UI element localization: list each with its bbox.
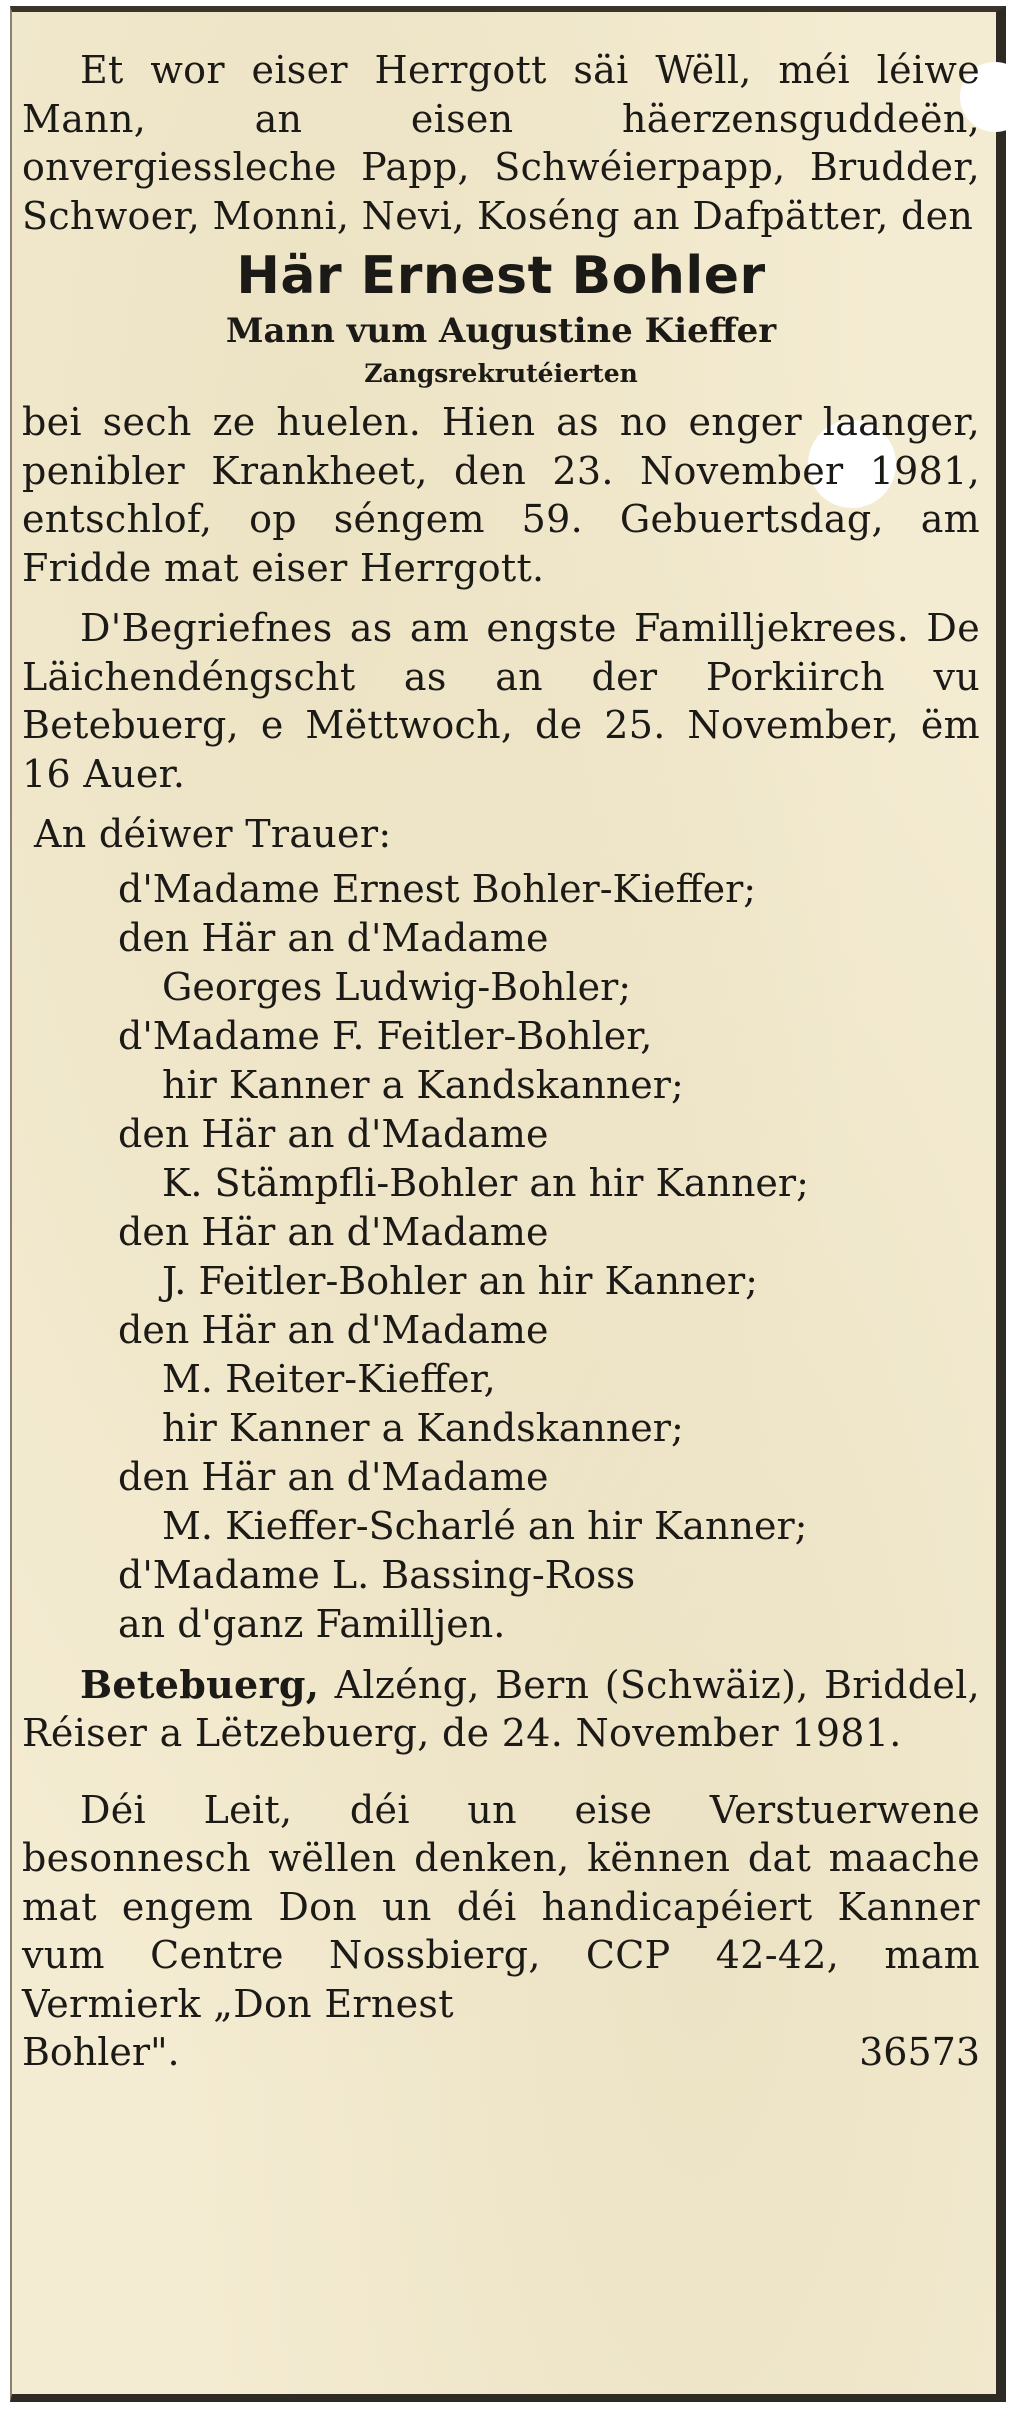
obituary-notice [22,46,980,2076]
place-date-paragraph [22,1661,980,1758]
mourning-intro: An déiwer Trauer: [34,812,392,856]
mourner-line: M. Kieffer-Scharlé an hir Kanner; [162,1503,808,1548]
closing-row [22,2028,980,2076]
mourner-line: den Här an d'Madame [118,915,549,960]
rank-line: Zangsrekrutéierten [364,359,638,388]
spouse-line: Mann vum Augustine Kieffer [225,311,777,351]
mourner-line: an d'ganz Familljen. [118,1601,506,1646]
place-name: Betebuerg, [80,1661,320,1707]
funeral-paragraph: D'Begriefnes as am engste Familljekrees. De Läichendéngscht as an der Porkiirch vu Betebuerg, e Mëttwoch, de 25. November, ëm 16 Auer. [22,606,980,796]
reference-number: 36573 [859,2030,980,2074]
mourner-line: den Här an d'Madame [118,1307,549,1352]
mourner-line: hir Kanner a Kandskanner; [162,1405,684,1450]
deceased-name: Här Ernest Bohler [236,246,766,306]
mourner-line: d'Madame Ernest Bohler-Kieffer; [118,866,757,911]
donation-paragraph: Déi Leit, déi un eise Verstuerwene besonnesch wëllen denken, kënnen dat maache mat engem Don un déi handicapéiert Kanner vum Centre Nossbierg, CCP 42-42, mam Vermierk „Don Ernest [22,1787,980,2026]
mourner-line: den Här an d'Madame [118,1209,549,1254]
mourner-line: M. Reiter-Kieffer, [162,1356,496,1401]
mourner-line: Georges Ludwig-Bohler; [162,964,632,1009]
mourner-line: den Här an d'Madame [118,1454,549,1499]
mourner-line: d'Madame F. Feitler-Bohler, [118,1013,653,1058]
mourner-line: J. Feitler-Bohler an hir Kanner; [162,1258,758,1303]
mourner-line: hir Kanner a Kandskanner; [162,1062,684,1107]
mourner-line: K. Stämpfli-Bohler an hir Kanner; [162,1160,809,1205]
mourners-list [22,865,980,1649]
intro-paragraph: Et wor eiser Herrgott säi Wëll, méi léiwe Mann, an eisen häerzensguddeën, onvergiessleche Papp, Schwéierpapp, Brudder, Schwoer, Monni, Nevi, Koséng an Dafpätter, den [22,48,980,238]
donation-end: Bohler". [22,2030,180,2074]
death-paragraph: bei sech ze huelen. Hien as no enger laanger, penibler Krankheet, den 23. November 1981, entschlof, op séngem 59. Gebuertsdag, am Fridde mat eiser Herrgott. [22,400,980,590]
mourner-line: d'Madame L. Bassing-Ross [118,1552,636,1597]
mourner-line: den Här an d'Madame [118,1111,549,1156]
place-rest: Alzéng, Bern (Schwäiz), Briddel, Réiser a Lëtzebuerg, de 24. November 1981. [22,1662,980,1755]
